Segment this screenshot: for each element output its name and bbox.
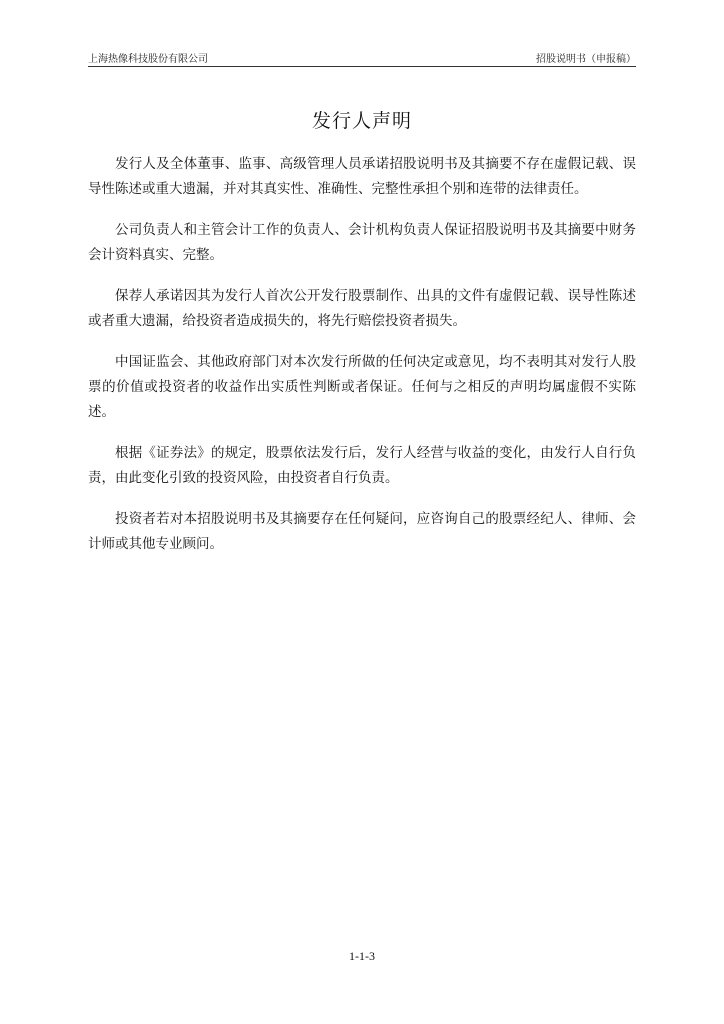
- header-document-name: 招股说明书（申报稿）: [536, 54, 636, 65]
- header-company-name: 上海热像科技股份有限公司: [88, 54, 208, 65]
- paragraph-6: 投资者若对本招股说明书及其摘要存在任何疑问，应咨询自己的股票经纪人、律师、会计师或其他专业顾问。: [88, 511, 636, 552]
- declaration-body: [88, 152, 636, 573]
- paragraph-3: 保荐人承诺因其为发行人首次公开发行股票制作、出具的文件有虚假记载、误导性陈述或者重大遗漏，给投资者造成损失的，将先行赔偿投资者损失。: [88, 288, 636, 329]
- page-header: [88, 50, 636, 66]
- header-divider: [88, 66, 636, 67]
- paragraph-2: 公司负责人和主管会计工作的负责人、会计机构负责人保证招股说明书及其摘要中财务会计资料真实、完整。: [88, 222, 636, 263]
- paragraph-4: 中国证监会、其他政府部门对本次发行所做的任何决定或意见，均不表明其对发行人股票的价值或投资者的收益作出实质性判断或者保证。任何与之相反的声明均属虚假不实陈述。: [88, 354, 636, 420]
- page-title: 发行人声明: [311, 110, 412, 132]
- paragraph-1: 发行人及全体董事、监事、高级管理人员承诺招股说明书及其摘要不存在虚假记载、误导性陈述或重大遗漏，并对其真实性、准确性、完整性承担个别和连带的法律责任。: [88, 156, 636, 197]
- paragraph-5: 根据《证券法》的规定，股票依法发行后，发行人经营与收益的变化，由发行人自行负责，由此变化引致的投资风险，由投资者自行负责。: [88, 445, 636, 486]
- page-number: 1-1-3: [349, 949, 375, 963]
